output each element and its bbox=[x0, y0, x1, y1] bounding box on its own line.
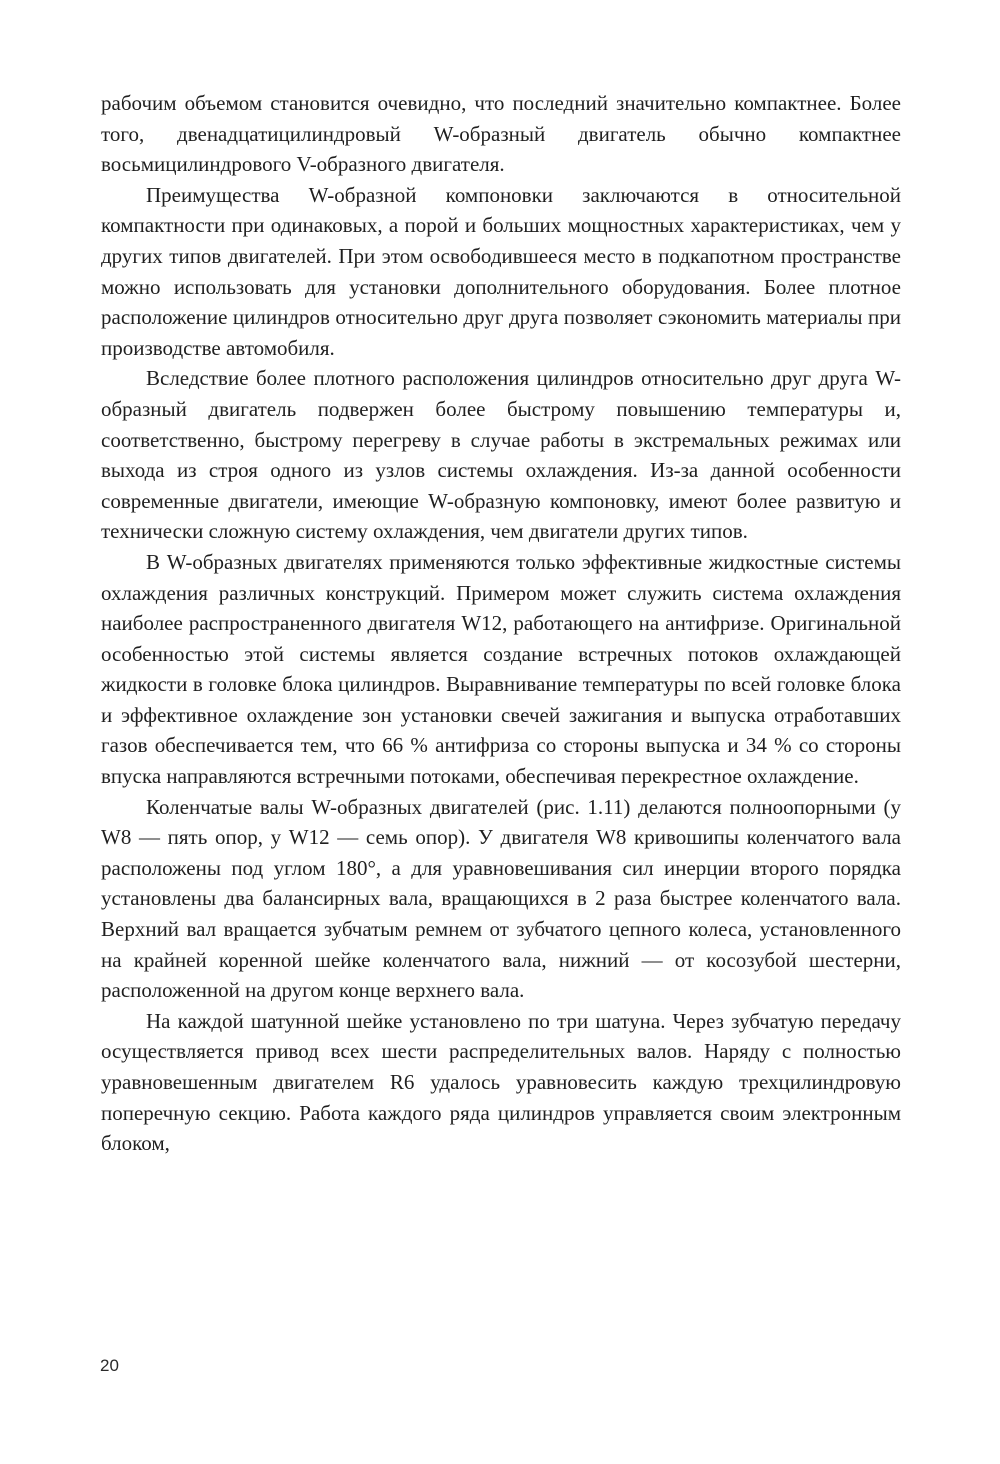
paragraph-overheating: Вследствие более плотного расположения цилиндров относительно друг друга W-образный двигатель подвержен более быстрому повышению температуры и, соответственно, быстрому перегреву в случае работы в экстремальных режимах или выхода из строя одного из узлов системы охлаждения. Из-за данной особенности современные двигатели, имеющие W-образную компоновку, имеют более развитую и технически сложную систему охлаждения, чем двигатели других типов. bbox=[101, 366, 901, 544]
paragraph-advantages: Преимущества W-образной компоновки заключаются в относительной компактности при одинаковых, а порой и больших мощностных характеристиках, чем у других типов двигателей. При этом освободившееся место в подкапотном пространстве можно использовать для установки дополнительного оборудования. Более плотное расположение цилиндров относительно друг друга позволяет сэкономить материалы при производстве автомобиля. bbox=[101, 182, 901, 360]
body-text bbox=[101, 88, 901, 1159]
page-number: 20 bbox=[100, 1356, 119, 1375]
paragraph-connecting-rods: На каждой шатунной шейке установлено по три шатуна. Через зубчатую передачу осуществляется привод всех шести распределительных валов. Наряду с полностью уравновешенным двигателем R6 удалось уравновесить каждую трехцилиндровую поперечную секцию. Работа каждого ряда цилиндров управляется своим электронным блоком, bbox=[101, 1008, 901, 1156]
paragraph-crankshafts: Коленчатые валы W-образных двигателей (рис. 1.11) делаются полноопорными (у W8 — пять опор, у W12 — семь опор). У двигателя W8 кривошипы коленчатого вала расположены под углом 180°, а для уравновешивания сил инерции второго порядка установлены два балансирных вала, вращающихся в 2 раза быстрее коленчатого вала. Верхний вал вращается зубчатым ремнем от зубчатого цепного колеса, установленного на крайней коренной шейке коленчатого вала, нижний — от косозубой шестерни, расположенной на другом конце верхнего вала. bbox=[101, 794, 901, 1003]
paragraph-continued: рабочим объемом становится очевидно, что последний значительно компактнее. Более того, двенадцатицилиндровый W-образный двигатель обычно компактнее восьмицилиндрового V-образного двигателя. bbox=[101, 91, 901, 177]
paragraph-cooling-system: В W-образных двигателях применяются только эффективные жидкостные системы охлаждения различных конструкций. Примером может служить система охлаждения наиболее распространенного двигателя W12, работающего на антифризе. Оригинальной особенностью этой системы является создание встречных потоков охлаждающей жидкости в головке блока цилиндров. Выравнивание температуры по всей головке блока и эффективное охлаждение зон установки свечей зажигания и выпуска отработавших газов обеспечивается тем, что 66 % антифриза со стороны выпуска и 34 % со стороны впуска направляются встречными потоками, обеспечивая перекрестное охлаждение. bbox=[101, 549, 901, 789]
